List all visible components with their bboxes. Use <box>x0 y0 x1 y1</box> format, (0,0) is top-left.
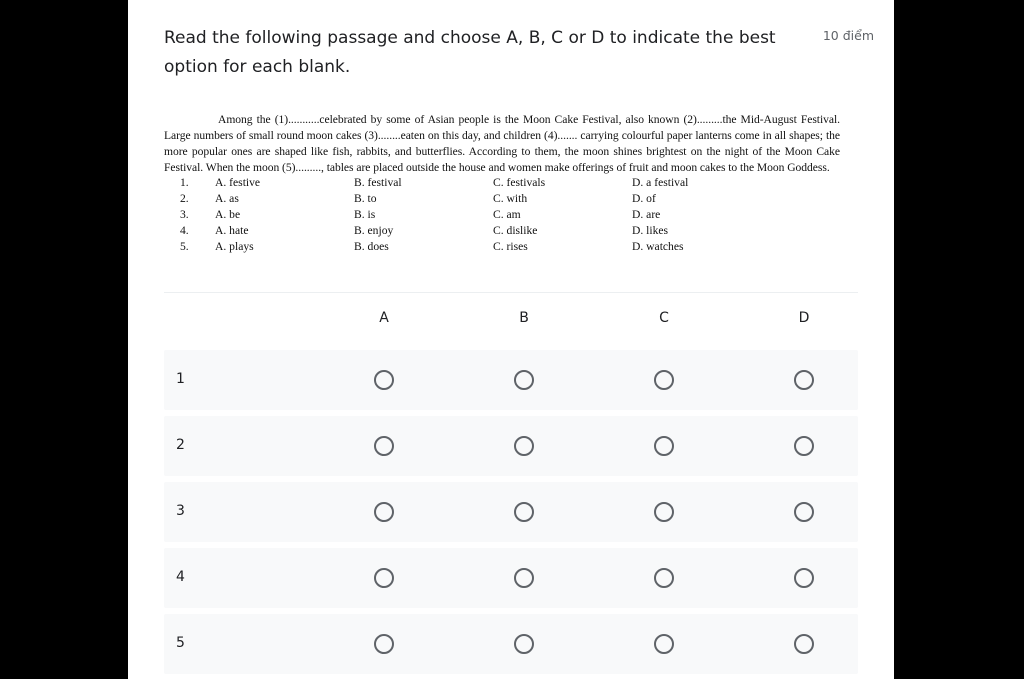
option-row <box>164 192 840 208</box>
radio-1-b[interactable] <box>514 370 534 390</box>
option-d: D. watches <box>632 240 684 253</box>
question-title: Read the following passage and choose A, B, C or D to indicate the best option for each blank. <box>164 28 776 77</box>
radio-4-d[interactable] <box>794 568 814 588</box>
option-b: B. does <box>354 240 389 253</box>
radio-4-a[interactable] <box>374 568 394 588</box>
option-row <box>164 224 840 240</box>
column-header-c: C <box>659 310 669 326</box>
option-number: 4. <box>180 224 189 237</box>
option-c: C. festivals <box>493 176 546 189</box>
radio-5-a[interactable] <box>374 634 394 654</box>
option-c: C. with <box>493 192 528 205</box>
divider <box>164 292 858 293</box>
row-label: 2 <box>176 437 185 453</box>
radio-3-b[interactable] <box>514 502 534 522</box>
option-d: D. a festival <box>632 176 689 189</box>
option-d: D. are <box>632 208 661 221</box>
options-list <box>164 176 840 256</box>
option-b: B. to <box>354 192 377 205</box>
radio-2-a[interactable] <box>374 436 394 456</box>
passage-image <box>164 112 840 284</box>
option-b: B. enjoy <box>354 224 394 237</box>
grid-row-1 <box>164 350 858 410</box>
radio-5-c[interactable] <box>654 634 674 654</box>
radio-3-a[interactable] <box>374 502 394 522</box>
question-card <box>128 0 894 679</box>
option-row <box>164 208 840 224</box>
option-number: 2. <box>180 192 189 205</box>
option-c: C. dislike <box>493 224 538 237</box>
radio-4-c[interactable] <box>654 568 674 588</box>
grid-row-4 <box>164 548 858 608</box>
option-number: 1. <box>180 176 189 189</box>
option-number: 3. <box>180 208 189 221</box>
radio-2-d[interactable] <box>794 436 814 456</box>
radio-1-a[interactable] <box>374 370 394 390</box>
radio-2-c[interactable] <box>654 436 674 456</box>
option-c: C. am <box>493 208 521 221</box>
column-header-b: B <box>519 310 529 326</box>
option-a: A. plays <box>215 240 254 253</box>
column-header-d: D <box>798 310 810 326</box>
option-a: A. be <box>215 208 241 221</box>
option-d: D. likes <box>632 224 669 237</box>
option-b: B. is <box>354 208 376 221</box>
radio-5-d[interactable] <box>794 634 814 654</box>
points-label: 10 điểm <box>822 28 874 43</box>
radio-2-b[interactable] <box>514 436 534 456</box>
row-label: 3 <box>176 503 185 519</box>
column-header-a: A <box>379 310 389 326</box>
option-row <box>164 240 840 256</box>
radio-4-b[interactable] <box>514 568 534 588</box>
grid-row-5 <box>164 614 858 674</box>
radio-3-d[interactable] <box>794 502 814 522</box>
option-b: B. festival <box>354 176 402 189</box>
row-label: 5 <box>176 635 185 651</box>
option-a: A. as <box>215 192 239 205</box>
grid-header <box>164 306 858 332</box>
row-label: 4 <box>176 569 185 585</box>
grid-row-3 <box>164 482 858 542</box>
radio-3-c[interactable] <box>654 502 674 522</box>
radio-1-d[interactable] <box>794 370 814 390</box>
option-row <box>164 176 840 192</box>
radio-1-c[interactable] <box>654 370 674 390</box>
option-c: C. rises <box>493 240 528 253</box>
grid-row-2 <box>164 416 858 476</box>
option-a: A. festive <box>215 176 261 189</box>
passage-text: Among the (1)...........celebrated by some of Asian people is the Moon Cake Festival, also known (2).........the Mid-August Festival. Large numbers of small round moon cakes (3)........eaten on this day, and children (4)....... carrying colourful paper lanterns come in all shapes; the more popular ones are shaped like fish, rabbits, and butterflies. According to them, the moon shines brightest on the night of the Moon Cake Festival. When the moon (5)........., tables are placed outside the house and women make offerings of fruit and moon cakes to the Moon Goddess. <box>164 113 840 174</box>
option-a: A. hate <box>215 224 249 237</box>
row-label: 1 <box>176 371 185 387</box>
radio-5-b[interactable] <box>514 634 534 654</box>
option-number: 5. <box>180 240 189 253</box>
option-d: D. of <box>632 192 656 205</box>
